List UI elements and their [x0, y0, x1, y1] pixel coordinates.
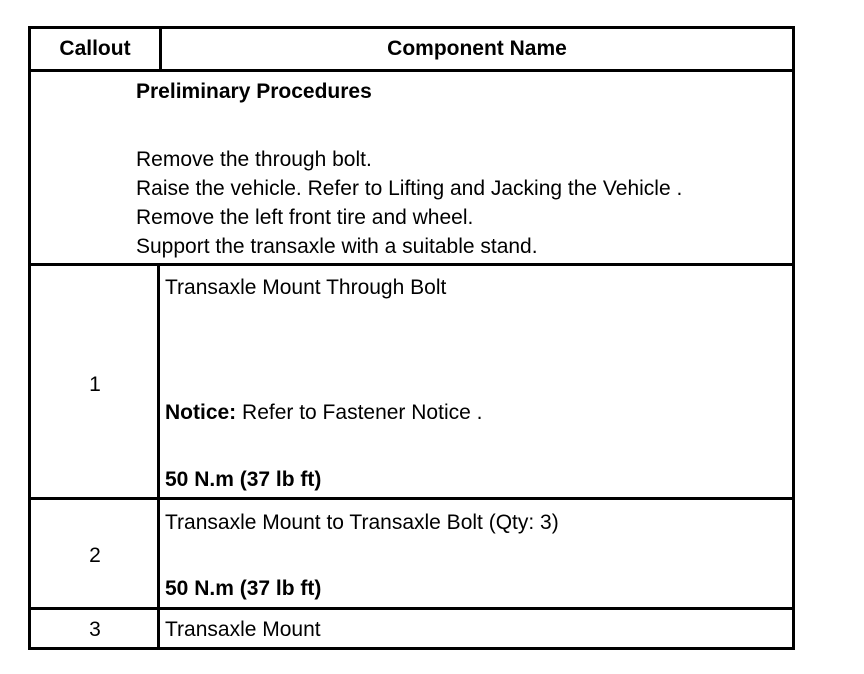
component-name: Transaxle Mount Through Bolt [165, 276, 447, 299]
component-name: Transaxle Mount to Transaxle Bolt (Qty: 3) [165, 511, 559, 534]
callout-number: 2 [89, 544, 101, 567]
notice-text: Refer to Fastener Notice . [236, 401, 483, 424]
row-separator [31, 607, 792, 610]
component-name: Transaxle Mount [165, 618, 321, 641]
header-divider [159, 29, 162, 69]
torque-spec: 50 N.m (37 lb ft) [165, 468, 322, 491]
notice-line [165, 398, 482, 427]
components-table [28, 26, 795, 650]
row-separator [31, 263, 792, 266]
preliminary-step: Remove the through bolt. [136, 148, 372, 171]
notice-label: Notice: [165, 401, 237, 424]
preliminary-step: Support the transaxle with a suitable stand. [136, 235, 538, 258]
torque-spec: 50 N.m (37 lb ft) [165, 577, 322, 600]
callout-number: 1 [89, 373, 101, 396]
callout-number: 3 [89, 618, 101, 641]
row-separator [31, 497, 792, 500]
row-separator [31, 69, 792, 72]
preliminary-title: Preliminary Procedures [136, 80, 372, 103]
header-callout: Callout [59, 37, 131, 60]
preliminary-step: Remove the left front tire and wheel. [136, 206, 474, 229]
header-component-name: Component Name [387, 37, 567, 60]
preliminary-step: Raise the vehicle. Refer to Lifting and Jacking the Vehicle . [136, 177, 683, 200]
